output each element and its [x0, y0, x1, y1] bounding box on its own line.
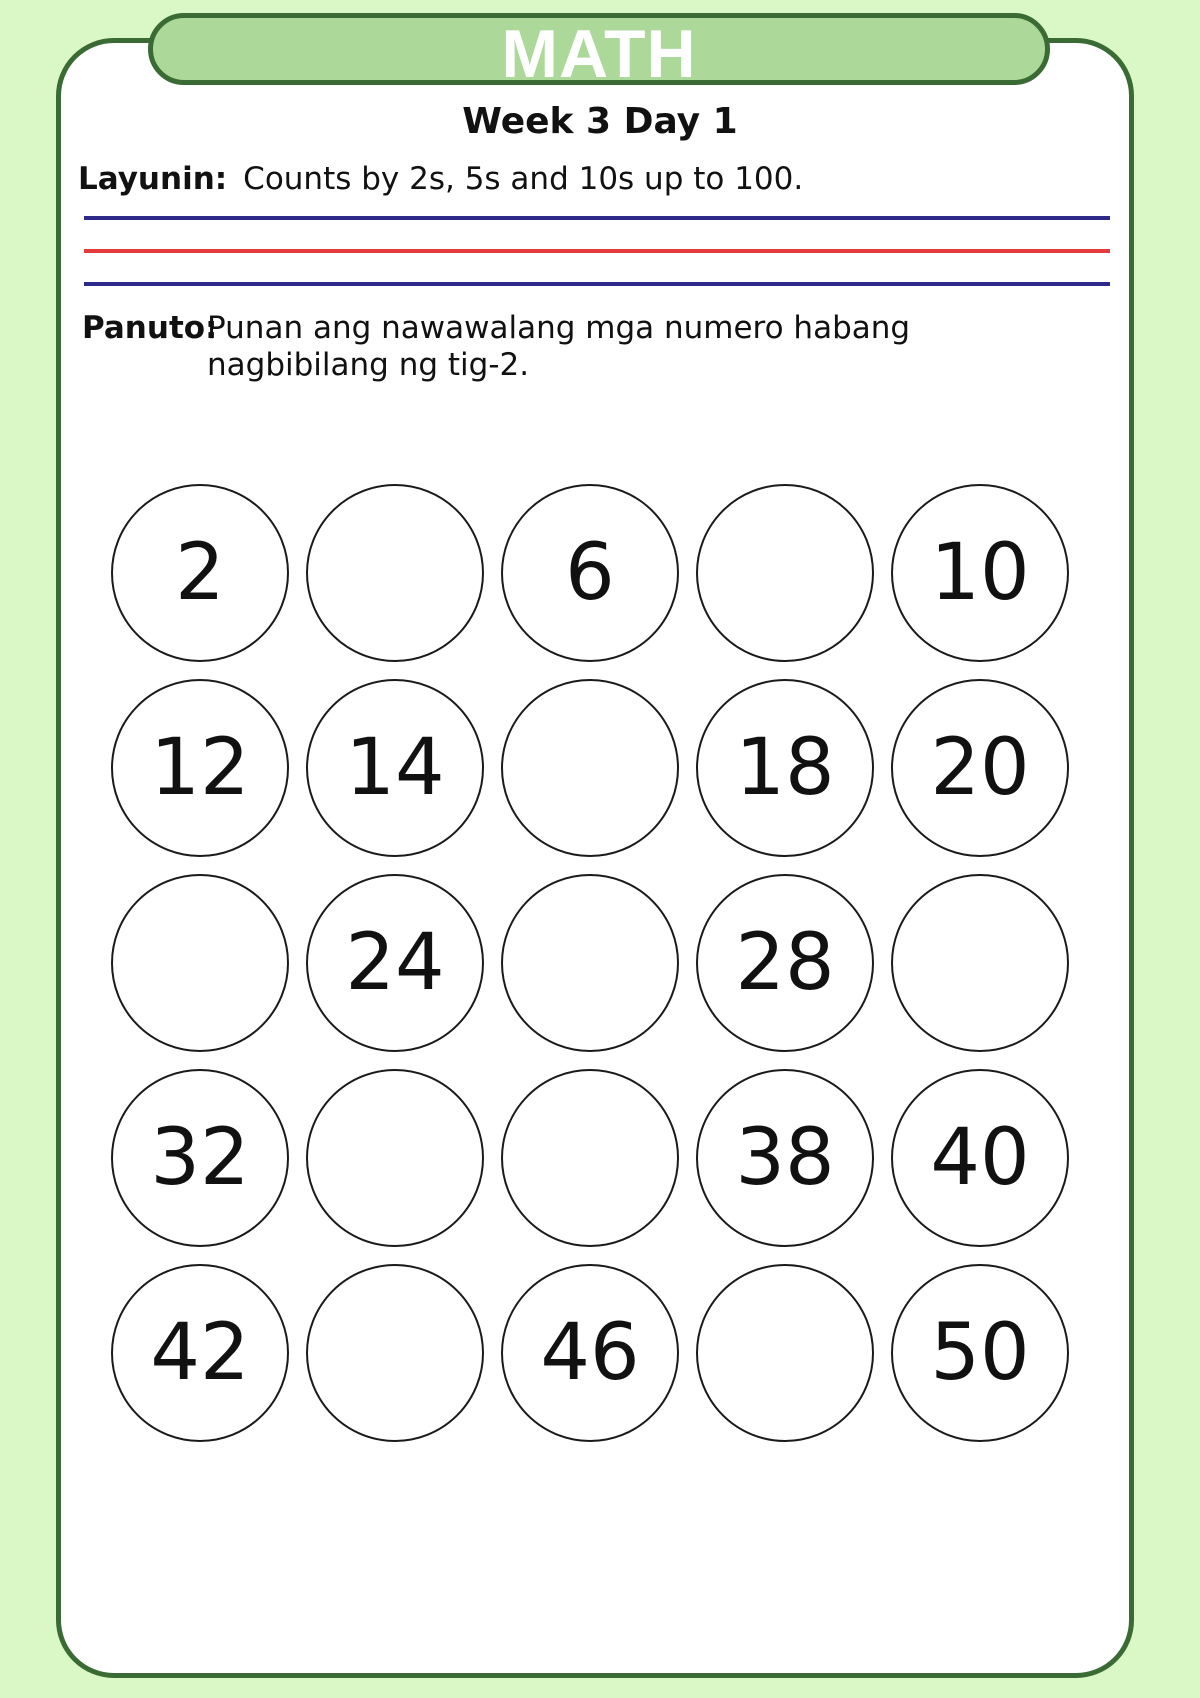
- number-circle: 46: [501, 1264, 679, 1442]
- number-circle: 6: [501, 484, 679, 662]
- blank-number-circle[interactable]: [501, 874, 679, 1052]
- writing-line-bottom: [84, 282, 1110, 286]
- number-circle: 2: [111, 484, 289, 662]
- number-circle: 32: [111, 1069, 289, 1247]
- number-circle: 10: [891, 484, 1069, 662]
- blank-number-circle[interactable]: [501, 1069, 679, 1247]
- number-circle: 12: [111, 679, 289, 857]
- number-circle: 40: [891, 1069, 1069, 1247]
- number-circle: 50: [891, 1264, 1069, 1442]
- number-circle: 28: [696, 874, 874, 1052]
- number-circle: 38: [696, 1069, 874, 1247]
- blank-number-circle[interactable]: [696, 484, 874, 662]
- objective-label: Layunin:: [78, 161, 228, 197]
- number-circle: 24: [306, 874, 484, 1052]
- directions-label: Panuto:: [82, 310, 218, 346]
- week-day-heading: Week 3 Day 1: [462, 101, 738, 142]
- title-banner: [148, 13, 1050, 92]
- blank-number-circle[interactable]: [306, 484, 484, 662]
- blank-number-circle[interactable]: [501, 679, 679, 857]
- number-grid: [111, 484, 1091, 1444]
- blank-number-circle[interactable]: [306, 1264, 484, 1442]
- writing-line-top: [84, 216, 1110, 220]
- objective: [78, 161, 803, 197]
- page-title: MATH: [501, 16, 697, 92]
- blank-number-circle[interactable]: [891, 874, 1069, 1052]
- writing-line-middle: [84, 249, 1110, 253]
- blank-number-circle[interactable]: [696, 1264, 874, 1442]
- directions-text: Punan ang nawawalang mga numero habang nagbibilang ng tig-2.: [207, 310, 911, 383]
- number-circle: 18: [696, 679, 874, 857]
- number-circle: 14: [306, 679, 484, 857]
- number-circle: 42: [111, 1264, 289, 1442]
- objective-text: Counts by 2s, 5s and 10s up to 100.: [243, 161, 804, 197]
- number-circle: 20: [891, 679, 1069, 857]
- blank-number-circle[interactable]: [111, 874, 289, 1052]
- blank-number-circle[interactable]: [306, 1069, 484, 1247]
